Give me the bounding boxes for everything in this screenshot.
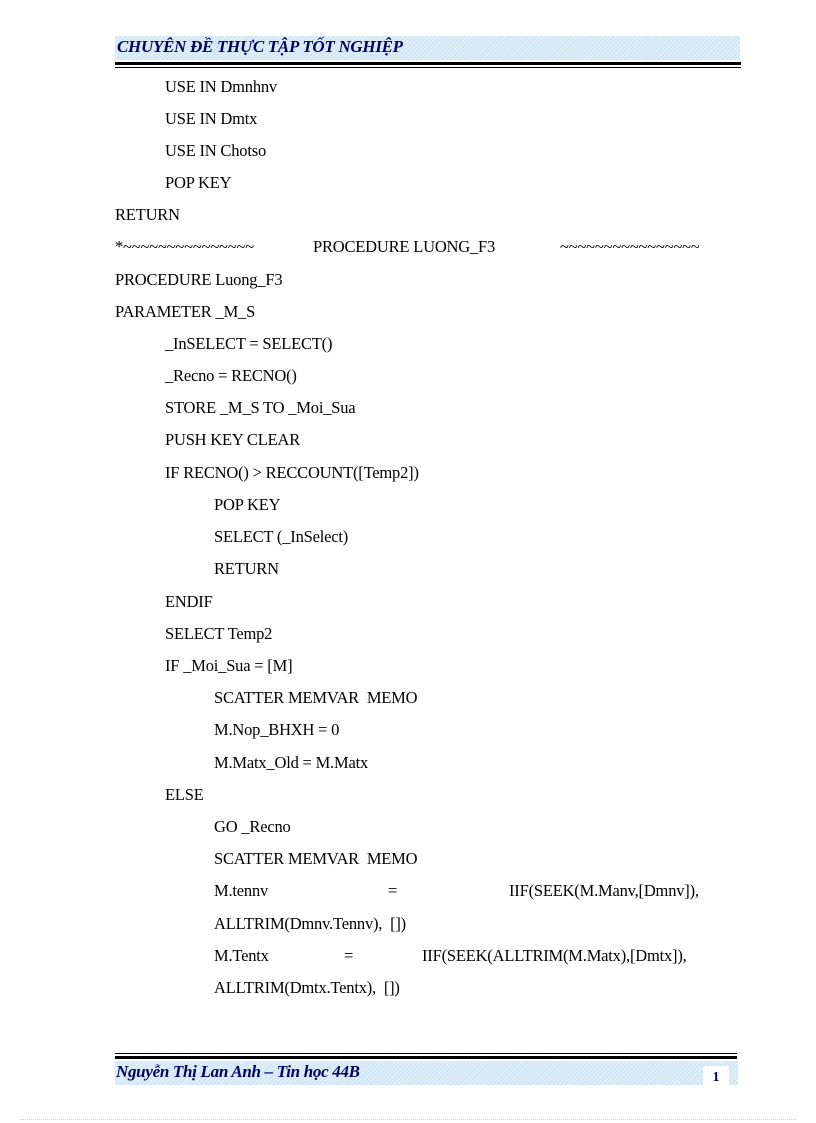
code-line: ENDIF	[165, 592, 213, 611]
code-line: GO _Recno	[214, 817, 291, 836]
separator-tilde-left: *~~~~~~~~~~~~~~~	[115, 237, 254, 256]
code-line: PROCEDURE Luong_F3	[115, 270, 283, 289]
code-line: RETURN	[115, 205, 180, 224]
code-line: M.Nop_BHXH = 0	[214, 720, 340, 739]
header-title: CHUYÊN ĐỀ THỰC TẬP TỐT NGHIỆP	[117, 37, 403, 56]
code-line: USE IN Chotso	[165, 141, 266, 160]
code-line: M.Matx_Old = M.Matx	[214, 753, 369, 772]
code-line: POP KEY	[165, 173, 232, 192]
code-line: PUSH KEY CLEAR	[165, 430, 301, 449]
code-line: IIF(SEEK(M.Manv,[Dmnv]),	[509, 881, 699, 900]
code-line: ALLTRIM(Dmtx.Tentx), [])	[214, 978, 400, 997]
code-line: POP KEY	[214, 495, 281, 514]
separator-tilde-right: ~~~~~~~~~~~~~~~~	[560, 237, 700, 256]
code-line-equals: =	[388, 881, 398, 900]
footer-divider	[115, 1056, 737, 1059]
page-bottom-divider	[20, 1119, 796, 1120]
code-line: _Recno = RECNO()	[165, 366, 297, 385]
code-line: IF _Moi_Sua = [M]	[165, 656, 293, 675]
code-line: RETURN	[214, 559, 279, 578]
footer-divider-thin	[115, 1053, 737, 1054]
code-line: M.tennv	[214, 881, 269, 900]
code-line: ALLTRIM(Dmnv.Tennv), [])	[214, 914, 406, 933]
code-line: STORE _M_S TO _Moi_Sua	[165, 398, 356, 417]
header-divider-thin	[115, 67, 741, 68]
code-line: SELECT (_InSelect)	[214, 527, 349, 546]
code-line: ELSE	[165, 785, 204, 804]
code-line: PARAMETER _M_S	[115, 302, 256, 321]
separator-procedure-title: PROCEDURE LUONG_F3	[313, 237, 496, 256]
header-divider	[115, 62, 741, 65]
code-line: SCATTER MEMVAR MEMO	[214, 849, 418, 868]
footer-author: Nguyễn Thị Lan Anh – Tin học 44B	[116, 1062, 360, 1081]
code-line: M.Tentx	[214, 946, 269, 965]
code-line: _InSELECT = SELECT()	[165, 334, 333, 353]
code-line: IF RECNO() > RECCOUNT([Temp2])	[165, 463, 419, 482]
page-number: 1	[703, 1066, 729, 1086]
code-line: IIF(SEEK(ALLTRIM(M.Matx),[Dmtx]),	[422, 946, 687, 965]
code-line: SELECT Temp2	[165, 624, 273, 643]
code-line: USE IN Dmnhnv	[165, 77, 277, 96]
code-line-equals: =	[344, 946, 354, 965]
code-line: USE IN Dmtx	[165, 109, 258, 128]
code-line: SCATTER MEMVAR MEMO	[214, 688, 418, 707]
